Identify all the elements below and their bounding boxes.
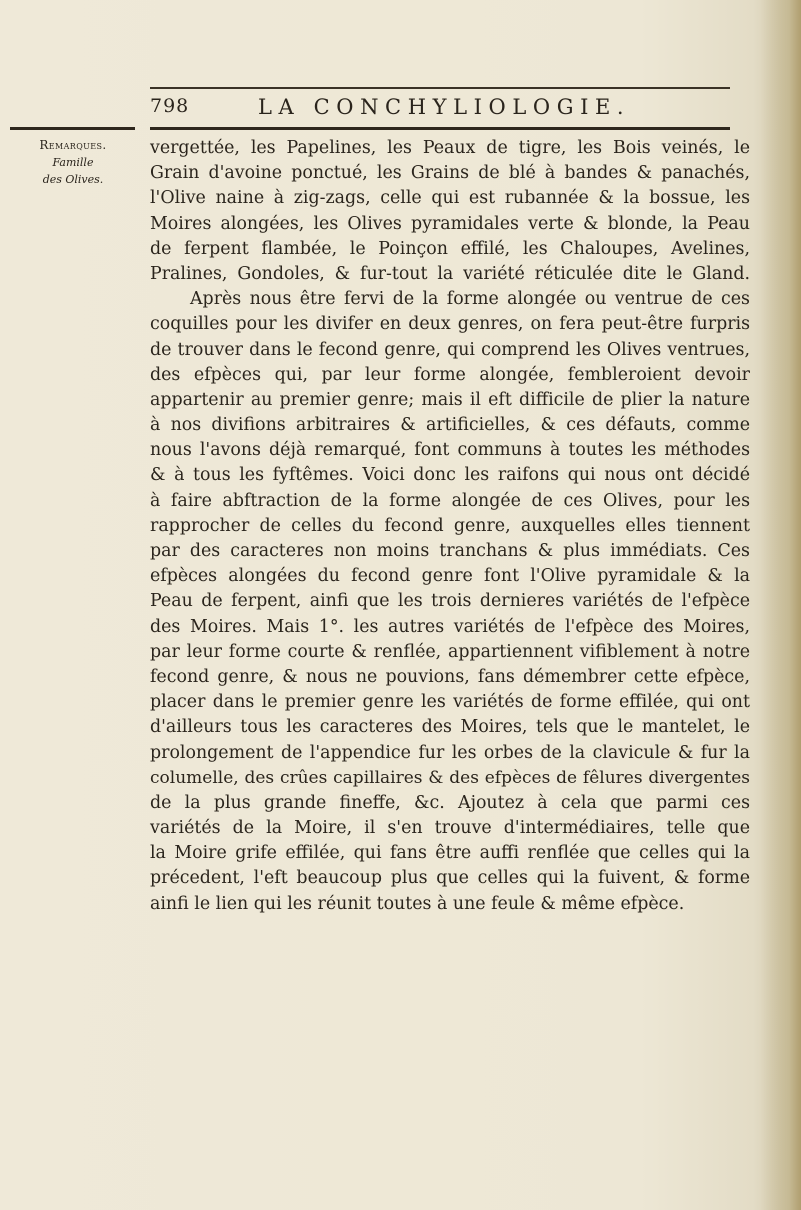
text-line: vergettée, les Papelines, les Peaux de tigre, les Bois veinés, le bbox=[150, 138, 750, 158]
text-line: à faire abftraction de la forme alongée de ces Olives, pour les bbox=[150, 490, 750, 511]
text-line: de trouver dans le fecond genre, qui comprend les Olives ventrues, bbox=[150, 339, 750, 360]
text-line: l'Olive naine à zig-zags, celle qui est rubannée & la bossue, les bbox=[150, 188, 750, 209]
margin-rule bbox=[10, 127, 135, 130]
text-line: des Moires. Mais 1°. les autres variétés de l'efpèce des Moires, bbox=[150, 616, 750, 637]
text-line: d'ailleurs tous les caracteres des Moires, tels que le mantelet, le bbox=[150, 717, 750, 738]
margin-note bbox=[8, 137, 138, 188]
text-line: placer dans le premier genre les variétés de forme effilée, qui ont bbox=[150, 692, 750, 713]
text-line: à nos divifions arbitraires & artificielles, & ces défauts, comme bbox=[150, 415, 750, 436]
text-line: variétés de la Moire, il s'en trouve d'intermédiaires, telle que bbox=[150, 818, 750, 839]
text-line: par des caracteres non moins tranchans & plus immédiats. Ces bbox=[150, 541, 750, 561]
text-line: columelle, des crûes capillaires & des efpèces de fêlures divergentes bbox=[150, 767, 750, 788]
page-number: 798 bbox=[150, 95, 190, 117]
margin-section-label: Remarques. bbox=[39, 138, 107, 152]
text-line: coquilles pour les divifer en deux genres, on fera peut-être furpris bbox=[150, 314, 750, 335]
text-line: Après nous être fervi de la forme alongée ou ventrue de ces bbox=[190, 289, 750, 310]
header-rule bbox=[150, 127, 730, 130]
text-line: ainfi le lien qui les réunit toutes à une feule & même efpèce. bbox=[150, 893, 685, 914]
text-line: Grain d'avoine ponctué, les Grains de blé à bandes & panachés, bbox=[150, 163, 750, 184]
text-line: prolongement de l'appendice fur les orbes de la clavicule & fur la bbox=[150, 742, 750, 763]
text-line: de ferpent flambée, le Poinçon effilé, les Chaloupes, Avelines, bbox=[150, 238, 750, 259]
text-line: rapprocher de celles du fecond genre, auxquelles elles tiennent bbox=[150, 515, 750, 536]
body-text bbox=[150, 136, 750, 917]
text-line: la Moire grife effilée, qui fans être auffi renflée que celles qui la bbox=[150, 843, 750, 864]
text-line: des efpèces qui, par leur forme alongée, fembleroient devoir bbox=[150, 364, 750, 385]
text-line: & à tous les fyftêmes. Voici donc les raifons qui nous ont décidé bbox=[150, 465, 750, 486]
text-line: nous l'avons déjà remarqué, font communs à toutes les méthodes bbox=[150, 440, 750, 461]
running-header bbox=[150, 95, 730, 125]
margin-topic-line: Famille bbox=[52, 156, 94, 169]
text-line: précedent, l'eft beaucoup plus que celles qui la fuivent, & forme bbox=[150, 868, 750, 889]
margin-topic-line: des Olives. bbox=[42, 173, 104, 186]
text-line: Peau de ferpent, ainfi que les trois dernieres variétés de l'efpèce bbox=[150, 591, 750, 612]
text-line: fecond genre, & nous ne pouvions, fans démembrer cette efpèce, bbox=[150, 666, 750, 687]
page-gutter-shadow bbox=[761, 0, 801, 1210]
running-title: LA CONCHYLIOLOGIE. bbox=[258, 95, 631, 119]
header-top-rule bbox=[150, 87, 730, 89]
text-line: de la plus grande fineffe, &c. Ajoutez à cela que parmi ces bbox=[150, 792, 750, 813]
text-line: par leur forme courte & renflée, appartiennent vifiblement à notre bbox=[150, 641, 750, 662]
text-line: Moires alongées, les Olives pyramidales verte & blonde, la Peau bbox=[150, 213, 750, 234]
text-line: efpèces alongées du fecond genre font l'Olive pyramidale & la bbox=[150, 566, 750, 587]
text-line: Pralines, Gondoles, & fur-tout la variété réticulée dite le Gland. bbox=[150, 263, 750, 284]
text-line: appartenir au premier genre; mais il eft difficile de plier la nature bbox=[150, 389, 750, 410]
